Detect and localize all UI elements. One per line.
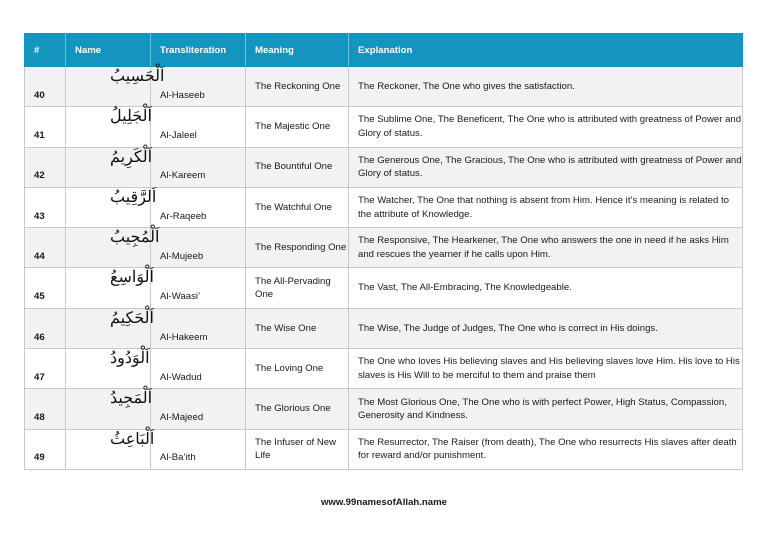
name-transliteration: Al-Waasi’ [151,268,246,308]
name-number: 49 [25,429,66,469]
header-row [25,34,743,67]
name-explanation: The One who loves His believing slaves and His believing slaves love Him. His love to His slaves is His Will to be merciful to them and praise them [349,349,743,389]
name-arabic-cell [66,227,160,268]
table-row [25,349,743,389]
name-transliteration: Ar-Raqeeb [151,187,246,227]
table-row [25,308,743,348]
name-arabic-cell [66,267,154,308]
arabic-name: اَلْوَاسِعُ [110,267,154,287]
header-name: Name [66,34,151,67]
header-transliteration: Transliteration [151,34,246,67]
name-arabic-cell [66,307,154,348]
table-row [25,429,743,469]
table-header [25,34,743,67]
name-explanation: The Generous One, The Gracious, The One who is attributed with greatness of Power and Glory of status. [349,147,743,187]
table-row [25,107,743,147]
name-meaning: The Majestic One [246,107,349,147]
footer-url[interactable]: www.99namesofAllah.name [320,497,447,508]
name-number: 41 [25,107,66,147]
name-transliteration: Al-Hakeem [151,308,246,348]
name-transliteration: Al-Kareem [151,147,246,187]
arabic-name: اَلْجَلِيلُ [110,106,152,126]
header-num: # [25,34,66,67]
name-arabic-cell [66,147,151,187]
name-number: 42 [25,147,66,187]
name-explanation: The Most Glorious One, The One who is with perfect Power, High Status, Compassion, Generosity and Kindness. [349,389,743,429]
name-transliteration: Al-Jaleel [151,107,246,147]
table-row [25,268,743,308]
name-arabic-cell [66,389,151,429]
name-meaning: The Infuser of New Life [246,429,349,469]
table-row [25,67,743,107]
name-arabic-cell [66,107,151,147]
name-explanation: The Responsive, The Hearkener, The One who answers the one in need if he asks Him and rescues the yearner if he calls upon Him. [349,228,743,268]
name-arabic-cell [66,349,151,389]
name-transliteration: Al-Mujeeb [151,228,246,268]
arabic-name: اَلْحَكِيمُ [110,307,154,327]
name-transliteration: Al-Haseeb [151,67,246,107]
name-meaning: The Loving One [246,349,349,389]
name-number: 45 [25,268,66,308]
arabic-name: اَلْكَرِيمُ [110,146,153,166]
name-explanation: The Vast, The All-Embracing, The Knowledgeable. [349,268,743,308]
name-explanation: The Reckoner, The One who gives the satisfaction. [349,67,743,107]
name-number: 44 [25,228,66,268]
name-number: 48 [25,389,66,429]
arabic-name: اَلرَّقِيبُ [110,186,157,206]
name-arabic-cell [66,186,157,227]
table-row [25,187,743,227]
name-arabic-cell [66,66,165,107]
name-transliteration: Al-Wadud [151,349,246,389]
name-meaning: The Watchful One [246,187,349,227]
name-transliteration: Al-Majeed [151,389,246,429]
table-body [25,67,743,470]
header-explanation: Explanation [349,34,743,67]
name-meaning: The Glorious One [246,389,349,429]
name-number: 40 [25,67,66,107]
name-meaning: The Bountiful One [246,147,349,187]
arabic-name: اَلْمَجِيدُ [110,388,153,408]
name-explanation: The Watcher, The One that nothing is absent from Him. Hence it’s meaning is related to the attribute of Knowledge. [349,187,743,227]
name-meaning: The Responding One [246,228,349,268]
name-meaning: The Reckoning One [246,67,349,107]
table-row [25,228,743,268]
header-meaning: Meaning [246,34,349,67]
arabic-name: اَلْحَسِيبُ [110,66,165,85]
name-number: 47 [25,349,66,389]
name-explanation: The Wise, The Judge of Judges, The One who is correct in His doings. [349,308,743,348]
name-meaning: The Wise One [246,308,349,348]
name-meaning: The All-Pervading One [246,268,349,308]
arabic-name: اَلْوَدُودُ [110,348,150,368]
table-row [25,147,743,187]
arabic-name: اَلْمُجِيبُ [110,227,160,247]
name-transliteration: Al-Ba’ith [151,429,246,469]
name-arabic-cell [66,428,155,469]
name-number: 43 [25,187,66,227]
table-row [25,389,743,429]
name-explanation: The Sublime One, The Beneficent, The One who is attributed with greatness of Power and Glory of status. [349,107,743,147]
name-number: 46 [25,308,66,348]
name-explanation: The Resurrector, The Raiser (from death), The One who resurrects His slaves after death for reward and/or punishment. [349,429,743,469]
arabic-name: اَلْبَاعِثُ [110,428,155,448]
names-table [24,33,743,470]
